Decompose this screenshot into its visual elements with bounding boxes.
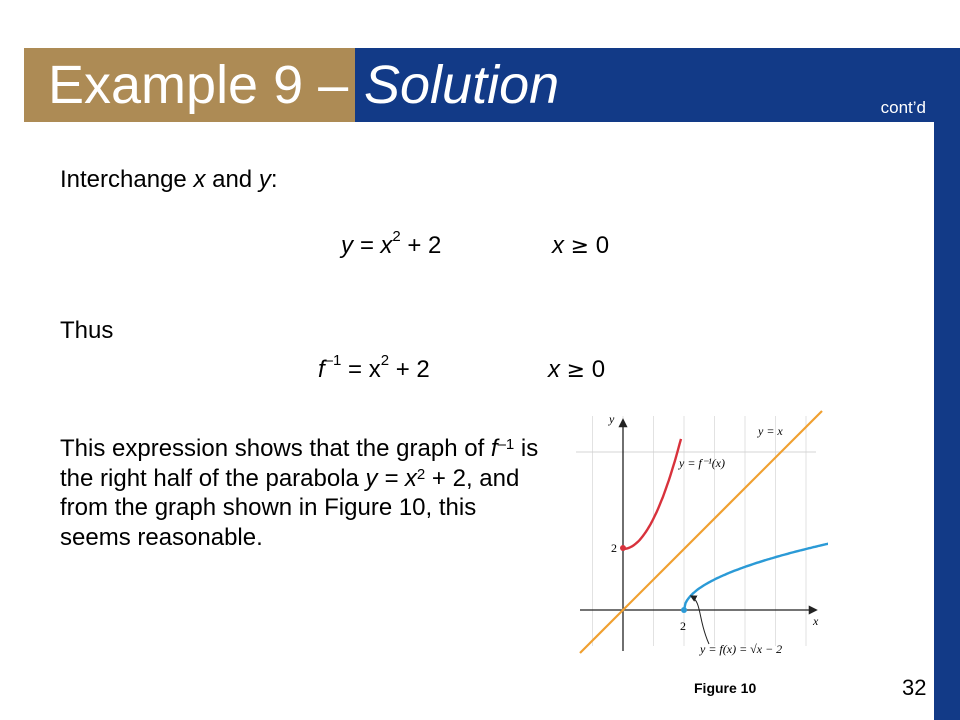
y-tick-2: 2 <box>611 541 617 555</box>
figure-caption: Figure 10 <box>694 680 757 696</box>
inverse-start-point <box>620 545 626 551</box>
x-tick-2: 2 <box>680 619 686 633</box>
inverse-function-curve <box>623 439 681 549</box>
figure-10-graph <box>576 406 828 660</box>
identity-label: y = x <box>758 424 783 438</box>
equation-2: $f^{-1} = x^2 + 2$ <box>318 352 430 383</box>
explanation-paragraph: This expression shows that the graph of $f^{-1}$ is the right half of the parabola $y = x^2 + 2$, and from the graph shown in Figure 10, this seems reasonable. <box>60 435 539 551</box>
function-curve <box>684 540 828 610</box>
callout-arrow <box>691 596 709 644</box>
slide-title-solution: Solution <box>364 55 560 115</box>
continued-label: cont’d <box>880 98 926 117</box>
function-start-point <box>681 607 687 613</box>
x-axis-label: x <box>813 614 819 628</box>
right-accent-bar <box>934 48 960 720</box>
function-label: y = f(x) = √x − 2 <box>700 642 783 656</box>
equation-1: $y = x^2 + 2$ <box>341 228 442 259</box>
inverse-label: y = f⁻¹(x) <box>679 456 726 470</box>
thus-label: Thus <box>60 317 114 344</box>
y-axis-label: y <box>609 412 615 426</box>
equation-2-condition: x ≥ 0 <box>548 356 606 383</box>
slide-title: Example 9 – <box>48 55 349 115</box>
interchange-line: Interchange x and y: <box>60 166 278 193</box>
page-number: 32 <box>902 675 927 700</box>
equation-1-condition: x ≥ 0 <box>552 232 610 259</box>
